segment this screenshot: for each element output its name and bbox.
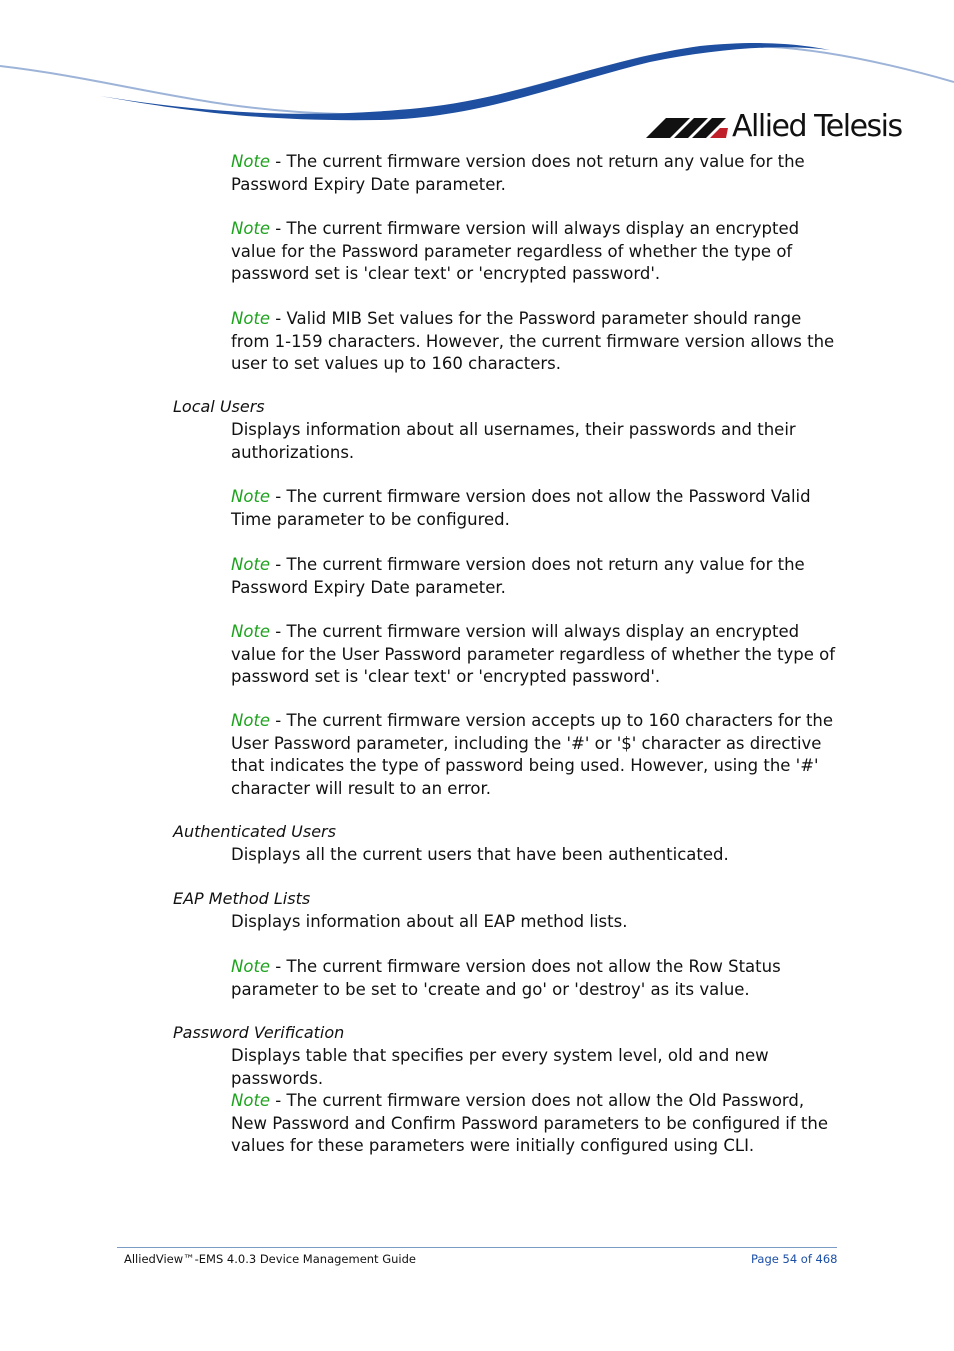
description-paragraph: Displays table that specifies per every system level, old and new passwords. — [231, 1046, 769, 1088]
note-label: Note — [231, 309, 271, 328]
note-text: - The current firmware version will always display an encrypted value for the User Password parameter regardless of whether the type of password set is 'clear text' or 'encrypted password'. — [231, 622, 836, 686]
description-paragraph: Displays all the current users that have been authenticated. — [231, 845, 729, 864]
note-label: Note — [231, 622, 271, 641]
note-paragraph — [231, 486, 843, 531]
note-label: Note — [231, 152, 271, 171]
section-heading: Authenticated Users — [173, 822, 336, 841]
note-label: Note — [231, 1091, 271, 1110]
note-text: - The current firmware version does not return any value for the Password Expiry Date parameter. — [231, 152, 805, 194]
note-label: Note — [231, 555, 271, 574]
logo-mark-icon — [646, 110, 730, 144]
section-heading: EAP Method Lists — [173, 889, 311, 908]
note-label: Note — [231, 957, 271, 976]
note-text: - The current firmware version does not allow the Password Valid Time parameter to be configured. — [231, 487, 811, 529]
note-text: - The current firmware version accepts up to 160 characters for the User Password parameter, including the '#' or '$' character as directive that indicates the type of password being used. However, using the '#' character will result to an error. — [231, 711, 834, 798]
note-text: - The current firmware version does not allow the Old Password, New Password and Confirm Password parameters to be configured if the values for these parameters were initially configured using CLI. — [231, 1091, 829, 1155]
note-label: Note — [231, 711, 271, 730]
note-paragraph — [231, 218, 843, 286]
footer-divider — [117, 1247, 837, 1248]
section-heading: Local Users — [173, 397, 265, 416]
note-label: Note — [231, 487, 271, 506]
note-paragraph — [231, 308, 843, 376]
logo-text: Allied Telesis — [732, 109, 902, 144]
note-paragraph — [231, 1090, 843, 1158]
note-paragraph — [231, 710, 843, 800]
note-paragraph — [231, 151, 843, 196]
footer-doc-title: AlliedView™-EMS 4.0.3 Device Management Guide — [124, 1252, 416, 1266]
description-paragraph: Displays information about all usernames, their passwords and their authorizations. — [231, 420, 796, 462]
note-text: - The current firmware version does not allow the Row Status parameter to be set to 'create and go' or 'destroy' as its value. — [231, 957, 781, 999]
section-heading: Password Verification — [173, 1023, 345, 1042]
note-text: - Valid MIB Set values for the Password parameter should range from 1-159 characters. However, the current firmware version allows the user to set values up to 160 characters. — [231, 309, 835, 373]
note-paragraph — [231, 956, 843, 1001]
note-paragraph — [231, 554, 843, 599]
allied-telesis-logo — [646, 110, 906, 146]
description-paragraph: Displays information about all EAP method lists. — [231, 912, 628, 931]
footer-page-number: Page 54 of 468 — [751, 1252, 838, 1266]
note-text: - The current firmware version does not return any value for the Password Expiry Date parameter. — [231, 555, 805, 597]
note-paragraph — [231, 621, 843, 689]
note-label: Note — [231, 219, 271, 238]
note-text: - The current firmware version will always display an encrypted value for the Password parameter regardless of whether the type of password set is 'clear text' or 'encrypted password'. — [231, 219, 800, 283]
